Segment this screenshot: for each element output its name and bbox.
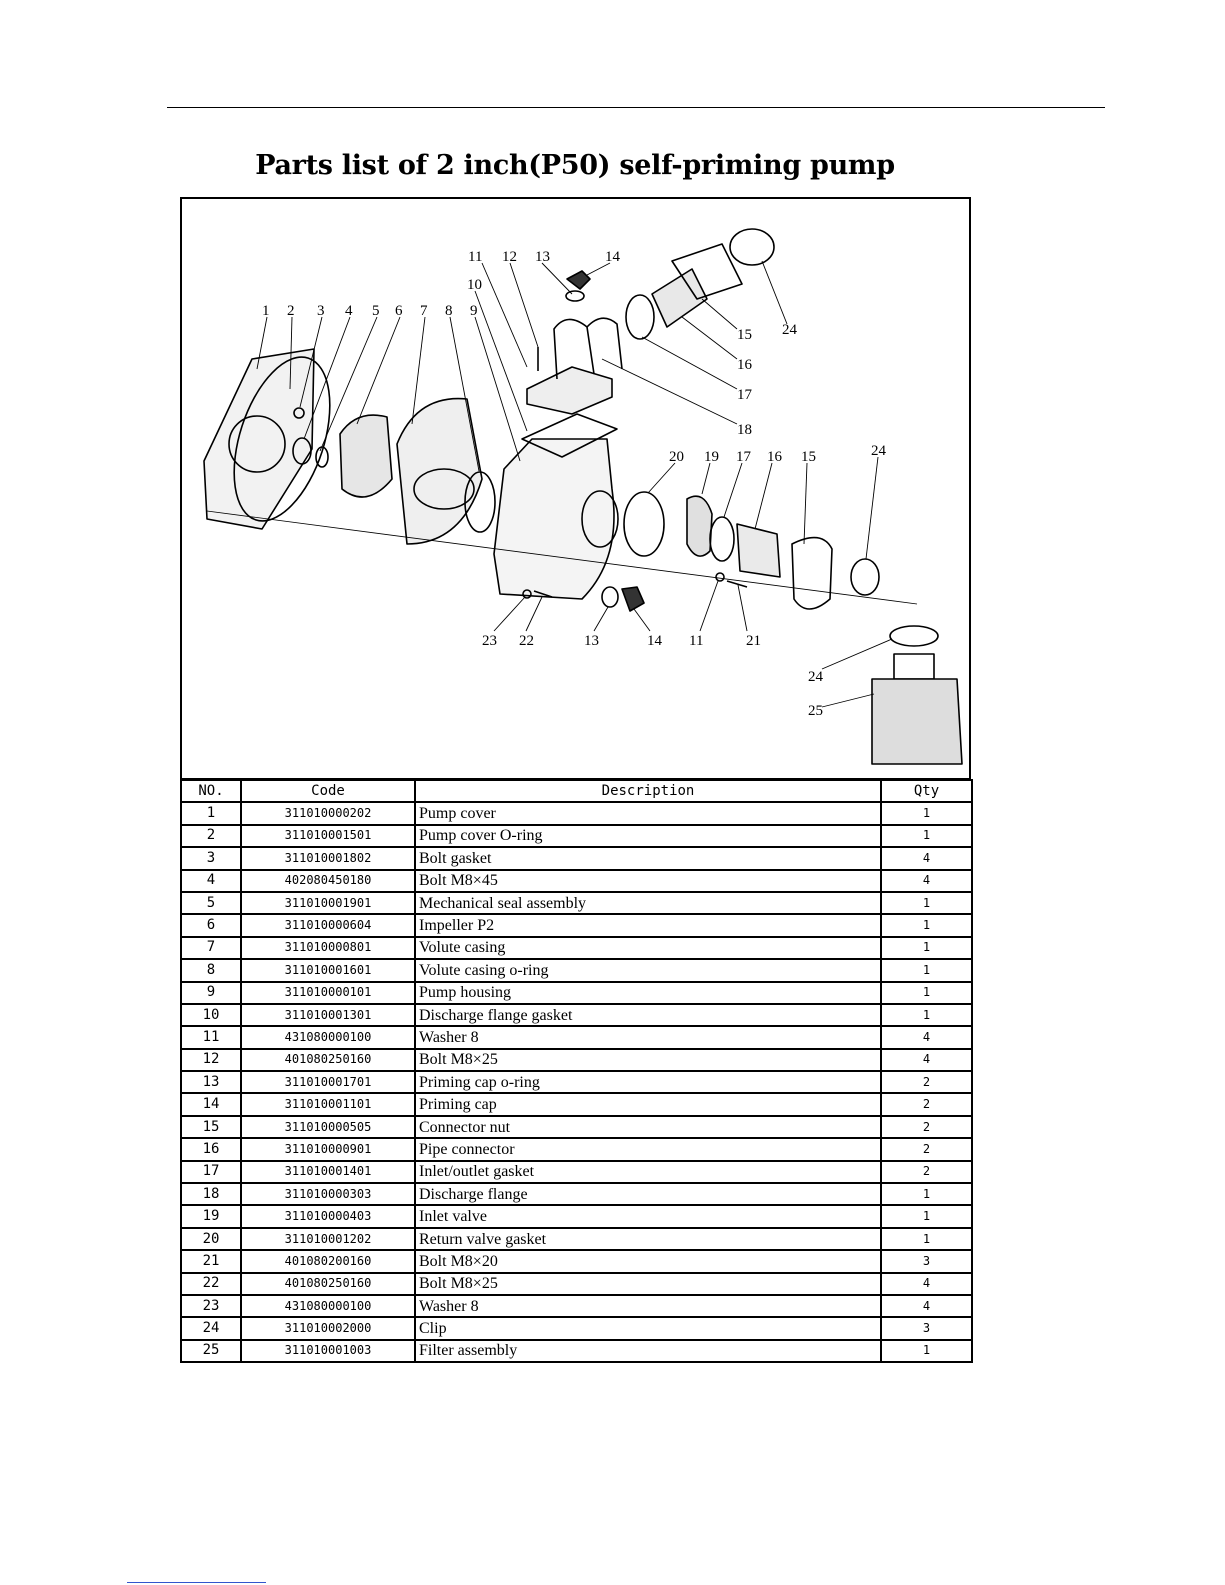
cell-no: 7: [181, 937, 241, 959]
cell-qty: 4: [881, 1026, 972, 1048]
cell-code: 311010001101: [241, 1093, 415, 1115]
callout-label: 19: [704, 449, 719, 465]
cell-code: 311010000505: [241, 1116, 415, 1138]
cell-no: 21: [181, 1250, 241, 1272]
priming-cap-top: [567, 271, 590, 289]
cell-code: 401080200160: [241, 1250, 415, 1272]
callout-label: 20: [669, 449, 684, 465]
table-header-row: [181, 780, 972, 802]
callout-label: 23: [482, 633, 497, 649]
table-row: [181, 959, 972, 981]
pump-housing-shape: [494, 439, 614, 599]
cell-description: Discharge flange gasket: [415, 1004, 881, 1026]
clip-filter: [890, 626, 938, 646]
header-rule: [167, 107, 1105, 108]
callout-label: 14: [605, 249, 620, 265]
callout-label: 6: [395, 303, 403, 319]
table-row: [181, 982, 972, 1004]
cell-code: 401080250160: [241, 1273, 415, 1295]
exploded-diagram: [180, 197, 971, 780]
cell-code: 311010001003: [241, 1340, 415, 1362]
callout-label: 8: [445, 303, 453, 319]
cell-qty: 4: [881, 870, 972, 892]
cell-no: 12: [181, 1049, 241, 1071]
cell-code: 311010001601: [241, 959, 415, 981]
table-row: [181, 1138, 972, 1160]
pump-exploded-view: [182, 199, 969, 778]
cell-description: Volute casing: [415, 937, 881, 959]
cell-no: 24: [181, 1317, 241, 1339]
discharge-flange-shape: [527, 367, 612, 414]
cell-qty: 2: [881, 1138, 972, 1160]
cell-description: Bolt M8×45: [415, 870, 881, 892]
cell-qty: 1: [881, 825, 972, 847]
cell-no: 23: [181, 1295, 241, 1317]
parts-table-body: [181, 802, 972, 1362]
cell-code: 311010001901: [241, 892, 415, 914]
table-row: [181, 870, 972, 892]
table-row: [181, 1228, 972, 1250]
table-row: [181, 1317, 972, 1339]
callout-label: 16: [767, 449, 782, 465]
cell-description: Priming cap: [415, 1093, 881, 1115]
cell-description: Pump housing: [415, 982, 881, 1004]
cell-description: Discharge flange: [415, 1183, 881, 1205]
table-row: [181, 937, 972, 959]
table-row: [181, 1049, 972, 1071]
callout-label: 24: [808, 669, 823, 685]
callout-label: 2: [287, 303, 295, 319]
cell-code: 311010001501: [241, 825, 415, 847]
gasket-17-top: [626, 295, 654, 339]
callout-label: 24: [782, 322, 797, 338]
cell-description: Bolt gasket: [415, 847, 881, 869]
callout-label: 9: [470, 303, 478, 319]
cell-description: Bolt M8×25: [415, 1049, 881, 1071]
cell-code: 311010001301: [241, 1004, 415, 1026]
cell-no: 20: [181, 1228, 241, 1250]
cell-description: Bolt M8×25: [415, 1273, 881, 1295]
cell-no: 3: [181, 847, 241, 869]
cell-description: Washer 8: [415, 1295, 881, 1317]
callout-label: 17: [736, 449, 751, 465]
table-row: [181, 1116, 972, 1138]
cell-no: 8: [181, 959, 241, 981]
cell-code: 431080000100: [241, 1026, 415, 1048]
table-row: [181, 847, 972, 869]
table-row: [181, 1161, 972, 1183]
priming-o-ring-bottom: [602, 587, 618, 607]
cell-code: 311010000101: [241, 982, 415, 1004]
callout-label: 7: [420, 303, 428, 319]
cell-code: 311010001401: [241, 1161, 415, 1183]
callout-label: 17: [737, 387, 752, 403]
cell-qty: 1: [881, 1340, 972, 1362]
filter-neck: [894, 654, 934, 679]
cell-no: 22: [181, 1273, 241, 1295]
cell-no: 19: [181, 1205, 241, 1227]
callout-label: 15: [801, 449, 816, 465]
cell-qty: 3: [881, 1317, 972, 1339]
cell-no: 9: [181, 982, 241, 1004]
clip-top: [730, 229, 774, 265]
cell-description: Connector nut: [415, 1116, 881, 1138]
gasket-17-right: [710, 517, 734, 561]
callout-label: 5: [372, 303, 380, 319]
callout-label: 13: [584, 633, 599, 649]
bolt-21-shape: [727, 581, 747, 587]
cell-qty: 1: [881, 1205, 972, 1227]
cell-no: 10: [181, 1004, 241, 1026]
table-row: [181, 1071, 972, 1093]
callout-label: 16: [737, 357, 752, 373]
table-row: [181, 1205, 972, 1227]
cell-qty: 1: [881, 802, 972, 824]
cell-code: 311010000901: [241, 1138, 415, 1160]
cell-qty: 2: [881, 1071, 972, 1093]
table-row: [181, 1295, 972, 1317]
callout-label: 11: [468, 249, 483, 265]
callout-label: 10: [467, 277, 482, 293]
cell-no: 18: [181, 1183, 241, 1205]
cell-description: Clip: [415, 1317, 881, 1339]
callout-label: 18: [737, 422, 752, 438]
impeller-shape: [340, 415, 392, 497]
table-row: [181, 914, 972, 936]
cell-description: Impeller P2: [415, 914, 881, 936]
cell-code: 311010000303: [241, 1183, 415, 1205]
cell-code: 311010002000: [241, 1317, 415, 1339]
header-code: Code: [241, 780, 415, 802]
cell-no: 17: [181, 1161, 241, 1183]
header-qty: Qty: [881, 780, 972, 802]
cell-code: 311010000801: [241, 937, 415, 959]
table-row: [181, 892, 972, 914]
cell-description: Bolt M8×20: [415, 1250, 881, 1272]
cell-no: 4: [181, 870, 241, 892]
filter-body: [872, 679, 962, 764]
callout-label: 14: [647, 633, 662, 649]
cell-qty: 1: [881, 1183, 972, 1205]
cell-qty: 1: [881, 892, 972, 914]
clip-right: [851, 559, 879, 595]
table-row: [181, 1183, 972, 1205]
cell-code: 311010001701: [241, 1071, 415, 1093]
cell-qty: 2: [881, 1093, 972, 1115]
callout-label: 21: [746, 633, 761, 649]
priming-cap-bottom: [622, 587, 644, 611]
callout-label: 24: [871, 443, 886, 459]
header-description: Description: [415, 780, 881, 802]
page-title: Parts list of 2 inch(P50) self-priming pump: [255, 150, 895, 181]
table-row: [181, 1250, 972, 1272]
cell-qty: 4: [881, 1273, 972, 1295]
table-row: [181, 1004, 972, 1026]
header-no: NO.: [181, 780, 241, 802]
cell-qty: 1: [881, 937, 972, 959]
callout-label: 3: [317, 303, 325, 319]
callout-label: 1: [262, 303, 270, 319]
cell-qty: 2: [881, 1161, 972, 1183]
pipe-connector-right: [737, 524, 780, 577]
cell-code: 311010000403: [241, 1205, 415, 1227]
cell-qty: 1: [881, 914, 972, 936]
table-row: [181, 1273, 972, 1295]
table-row: [181, 825, 972, 847]
cell-qty: 1: [881, 982, 972, 1004]
table-row: [181, 1093, 972, 1115]
cell-no: 16: [181, 1138, 241, 1160]
cell-no: 2: [181, 825, 241, 847]
callout-label: 22: [519, 633, 534, 649]
priming-o-ring-top: [566, 291, 584, 301]
cell-no: 6: [181, 914, 241, 936]
cell-qty: 1: [881, 1004, 972, 1026]
cell-code: 402080450180: [241, 870, 415, 892]
parts-table: [180, 779, 973, 1363]
cell-description: Filter assembly: [415, 1340, 881, 1362]
callout-label: 15: [737, 327, 752, 343]
footnote-rule: [127, 1582, 266, 1583]
callout-label: 13: [535, 249, 550, 265]
cell-no: 5: [181, 892, 241, 914]
connector-nut-right: [792, 538, 832, 609]
callout-label: 25: [808, 703, 823, 719]
cell-no: 15: [181, 1116, 241, 1138]
cell-qty: 1: [881, 959, 972, 981]
cell-qty: 4: [881, 847, 972, 869]
cell-no: 1: [181, 802, 241, 824]
cell-no: 11: [181, 1026, 241, 1048]
table-row: [181, 1026, 972, 1048]
callout-label: 4: [345, 303, 353, 319]
cell-no: 14: [181, 1093, 241, 1115]
cell-description: Pipe connector: [415, 1138, 881, 1160]
table-row: [181, 802, 972, 824]
cell-code: 401080250160: [241, 1049, 415, 1071]
cell-no: 25: [181, 1340, 241, 1362]
cell-qty: 2: [881, 1116, 972, 1138]
cell-description: Inlet valve: [415, 1205, 881, 1227]
cell-description: Return valve gasket: [415, 1228, 881, 1250]
inlet-valve-shape: [687, 496, 712, 556]
table-row: [181, 1340, 972, 1362]
cell-description: Mechanical seal assembly: [415, 892, 881, 914]
cell-code: 311010001802: [241, 847, 415, 869]
cell-description: Pump cover: [415, 802, 881, 824]
cell-qty: 4: [881, 1049, 972, 1071]
cell-code: 311010001202: [241, 1228, 415, 1250]
return-valve-gasket-shape: [624, 492, 664, 556]
cell-description: Pump cover O-ring: [415, 825, 881, 847]
cell-code: 431080000100: [241, 1295, 415, 1317]
cell-description: Priming cap o-ring: [415, 1071, 881, 1093]
cell-description: Volute casing o-ring: [415, 959, 881, 981]
cell-qty: 3: [881, 1250, 972, 1272]
callout-label: 12: [502, 249, 517, 265]
callout-label: 11: [689, 633, 704, 649]
cell-description: Washer 8: [415, 1026, 881, 1048]
washer-11-bottom: [716, 573, 724, 581]
cell-qty: 1: [881, 1228, 972, 1250]
cell-code: 311010000202: [241, 802, 415, 824]
cell-no: 13: [181, 1071, 241, 1093]
cell-code: 311010000604: [241, 914, 415, 936]
cell-description: Inlet/outlet gasket: [415, 1161, 881, 1183]
cell-qty: 4: [881, 1295, 972, 1317]
